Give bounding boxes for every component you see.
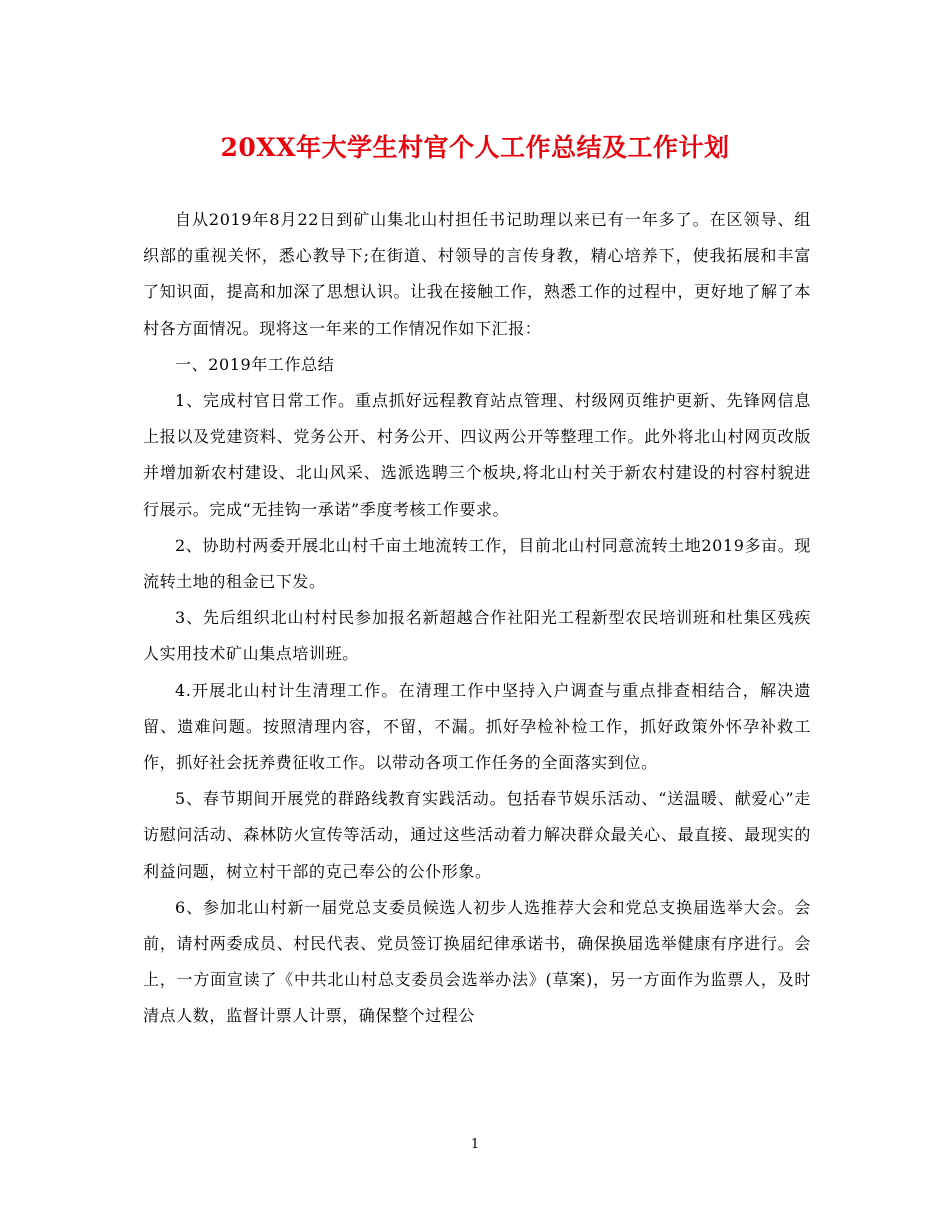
paragraph-item-6: 6、参加北山村新一届党总支委员候选人初步人选推荐大会和党总支换届选举大会。会前，请村两委成员、村民代表、党员签订换届纪律承诺书，确保换届选举健康有序进行。会上，一方面宣读了《中共北山村总支委员会选举办法》(草案)，另一方面作为监票人，及时清点人数，监督计票人计票，确保整个过程公 [143, 897, 811, 1026]
paragraph-item-1: 1、完成村官日常工作。重点抓好远程教育站点管理、村级网页维护更新、先锋网信息上报以及党建资料、党务公开、村务公开、四议两公开等整理工作。此外将北山村网页改版并增加新农村建设、北山风采、选派选聘三个板块,将北山村关于新农村建设的村容村貌进行展示。完成“无挂钩一承诺”季度考核工作要求。 [143, 391, 811, 519]
paragraph-item-2: 2、协助村两委开展北山村千亩土地流转工作，目前北山村同意流转土地2019多亩。现流转土地的租金已下发。 [143, 535, 811, 592]
paragraph-item-3: 3、先后组织北山村村民参加报名新超越合作社阳光工程新型农民培训班和杜集区残疾人实用技术矿山集点培训班。 [143, 608, 811, 664]
section-heading: 一、2019年工作总结 [175, 354, 335, 374]
paragraph-item-5: 5、春节期间开展党的群路线教育实践活动。包括春节娱乐活动、“送温暖、献爱心”走访慰问活动、森林防火宣传等活动，通过这些活动着力解决群众最关心、最直接、最现实的利益问题，树立村干部的克己奉公的公仆形象。 [143, 789, 811, 881]
document-body [143, 202, 811, 1035]
page-number: 1 [470, 1137, 480, 1152]
paragraph-item-4: 4.开展北山村计生清理工作。在清理工作中坚持入户调查与重点排查相结合，解决遗留、遗难问题。按照清理内容，不留，不漏。抓好孕检补检工作，抓好政策外怀孕补救工作，抓好社会抚养费征收工作。以带动各项工作任务的全面落实到位。 [143, 680, 811, 773]
paragraph-intro: 自从2019年8月22日到矿山集北山村担任书记助理以来已有一年多了。在区领导、组织部的重视关怀，悉心教导下;在街道、村领导的言传身教，精心培养下，使我拓展和丰富了知识面，提高和加深了思想认识。让我在接触工作，熟悉工作的过程中，更好地了解了本村各方面情况。现将这一年来的工作情况作如下汇报： [143, 210, 811, 338]
document-title: 20XX年大学生村官个人工作总结及工作计划 [220, 133, 730, 162]
